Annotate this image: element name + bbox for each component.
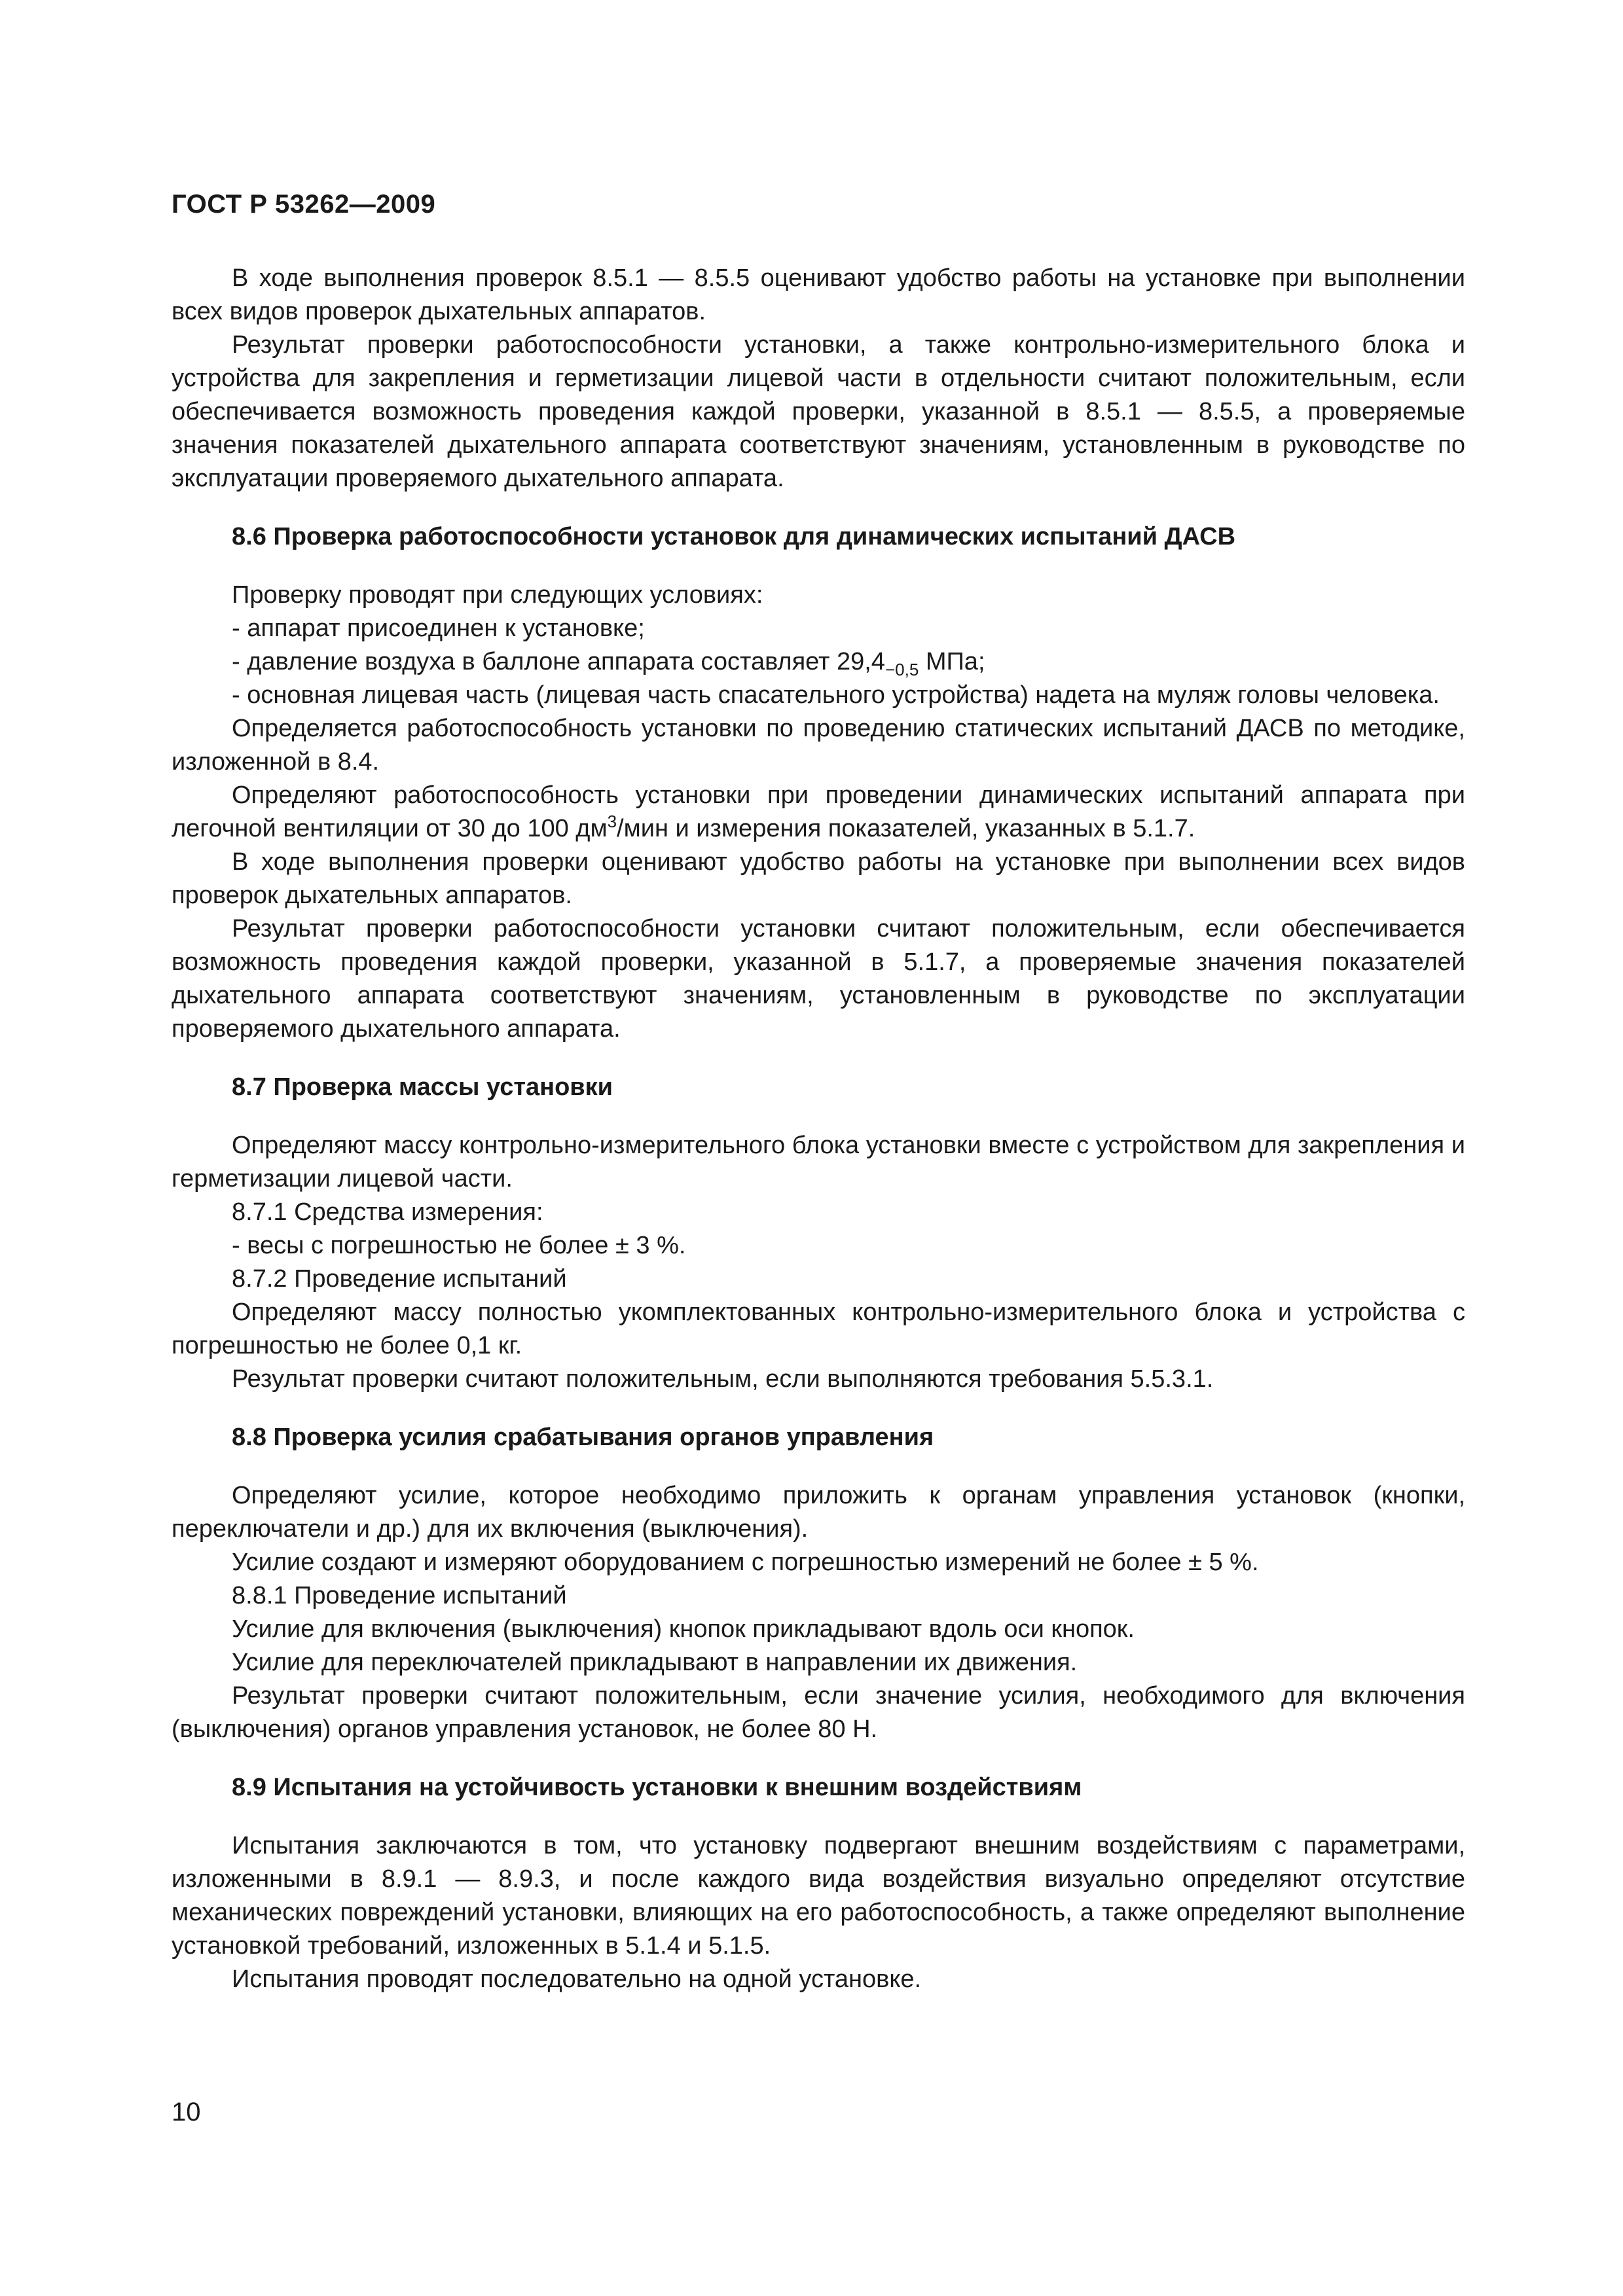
text-run: - давление воздуха в баллоне аппарата составляет 29,4 (232, 648, 885, 675)
paragraph: Определяют массу полностью укомплектованных контрольно-измерительного блока и устройства с погрешностью не более 0,1 кг. (172, 1299, 1465, 1359)
list-item: - весы с погрешностью не более ± 3 %. (232, 1232, 686, 1259)
text-run: /мин и измерения показателей, указанных в 5.1.7. (617, 815, 1195, 842)
list-item: - аппарат присоединен к установке; (232, 615, 645, 642)
text-run: Определяют работоспособность установки при проведении динамических испытаний аппарата при легочной вентиляции от 30 до 100 дм (172, 781, 1465, 842)
paragraph: Проверку проводят при следующих условиях: (232, 581, 763, 609)
section-heading-8-8: 8.8 Проверка усилия срабатывания органов управления (232, 1424, 934, 1451)
text-run: МПа; (919, 648, 985, 675)
subsection-title: 8.7.1 Средства измерения: (232, 1198, 543, 1226)
paragraph (172, 779, 1465, 846)
paragraph: Испытания проводят последовательно на одной установке. (232, 1965, 922, 1993)
list-item: - основная лицевая часть (лицевая часть спасательного устройства) надета на муляж головы человека. (232, 681, 1440, 709)
subsection-title: 8.7.2 Проведение испытаний (232, 1265, 567, 1293)
paragraph: Усилие создают и измеряют оборудованием с погрешностью измерений не более ± 5 %. (232, 1549, 1259, 1576)
section-heading-8-6: 8.6 Проверка работоспособности установок для динамических испытаний ДАСВ (232, 523, 1236, 550)
paragraph: Результат проверки считают положительным, если значение усилия, необходимого для включения (выключения) органов управления установок, не более 80 Н. (172, 1682, 1465, 1743)
paragraph: Определяют массу контрольно-измерительного блока установки вместе с устройством для закрепления и герметизации лицевой части. (172, 1132, 1465, 1193)
document-header: ГОСТ Р 53262—2009 (172, 190, 436, 219)
paragraph: Определяется работоспособность установки по проведению статических испытаний ДАСВ по методике, изложенной в 8.4. (172, 715, 1465, 776)
paragraph: В ходе выполнения проверки оценивают удобство работы на установке при выполнении всех видов проверок дыхательных аппаратов. (172, 848, 1465, 909)
paragraph: Определяют усилие, которое необходимо приложить к органам управления установок (кнопки, переключатели и др.) для их включения (выключения). (172, 1482, 1465, 1543)
paragraph: Результат проверки работоспособности установки, а также контрольно-измерительного блока и устройства для закрепления и герметизации лицевой части в отдельности считают положительным, если обеспечивается возможность проведения каждой проверки, указанной в 8.5.1 — 8.5.5, а проверяемые значения показателей дыхательного аппарата соответствуют значениям, установленным в руководстве по эксплуатации проверяемого дыхательного аппарата. (172, 331, 1465, 492)
paragraph: Результат проверки работоспособности установки считают положительным, если обеспечивается возможность проведения каждой проверки, указанной в 5.1.7, а проверяемые значения показателей дыхательного аппарата соответствуют значениям, установленным в руководстве по эксплуатации проверяемого дыхательного аппарата. (172, 915, 1465, 1043)
tolerance-subscript: −0,5 (884, 660, 919, 679)
paragraph: Усилие для переключателей прикладывают в направлении их движения. (232, 1649, 1078, 1676)
page-number: 10 (172, 2098, 201, 2126)
unit-superscript: 3 (607, 812, 617, 831)
section-heading-8-7: 8.7 Проверка массы установки (232, 1073, 613, 1101)
section-heading-8-9: 8.9 Испытания на устойчивость установки к внешним воздействиям (232, 1774, 1082, 1801)
paragraph: В ходе выполнения проверок 8.5.1 — 8.5.5 оценивают удобство работы на установке при выполнении всех видов проверок дыхательных аппаратов. (172, 264, 1465, 325)
paragraph: Усилие для включения (выключения) кнопок прикладывают вдоль оси кнопок. (232, 1615, 1135, 1643)
document-body (172, 262, 1465, 1996)
list-item (172, 645, 1465, 679)
paragraph: Испытания заключаются в том, что установку подвергают внешним воздействиям с параметрами, изложенными в 8.9.1 — 8.9.3, и после каждого вида воздействия визуально определяют отсутствие механических повреждений установки, влияющих на его работоспособность, а также определяют выполнение установкой требований, изложенных в 5.1.4 и 5.1.5. (172, 1832, 1465, 1960)
subsection-title: 8.8.1 Проведение испытаний (232, 1582, 567, 1609)
paragraph: Результат проверки считают положительным, если выполняются требования 5.5.3.1. (232, 1365, 1214, 1393)
